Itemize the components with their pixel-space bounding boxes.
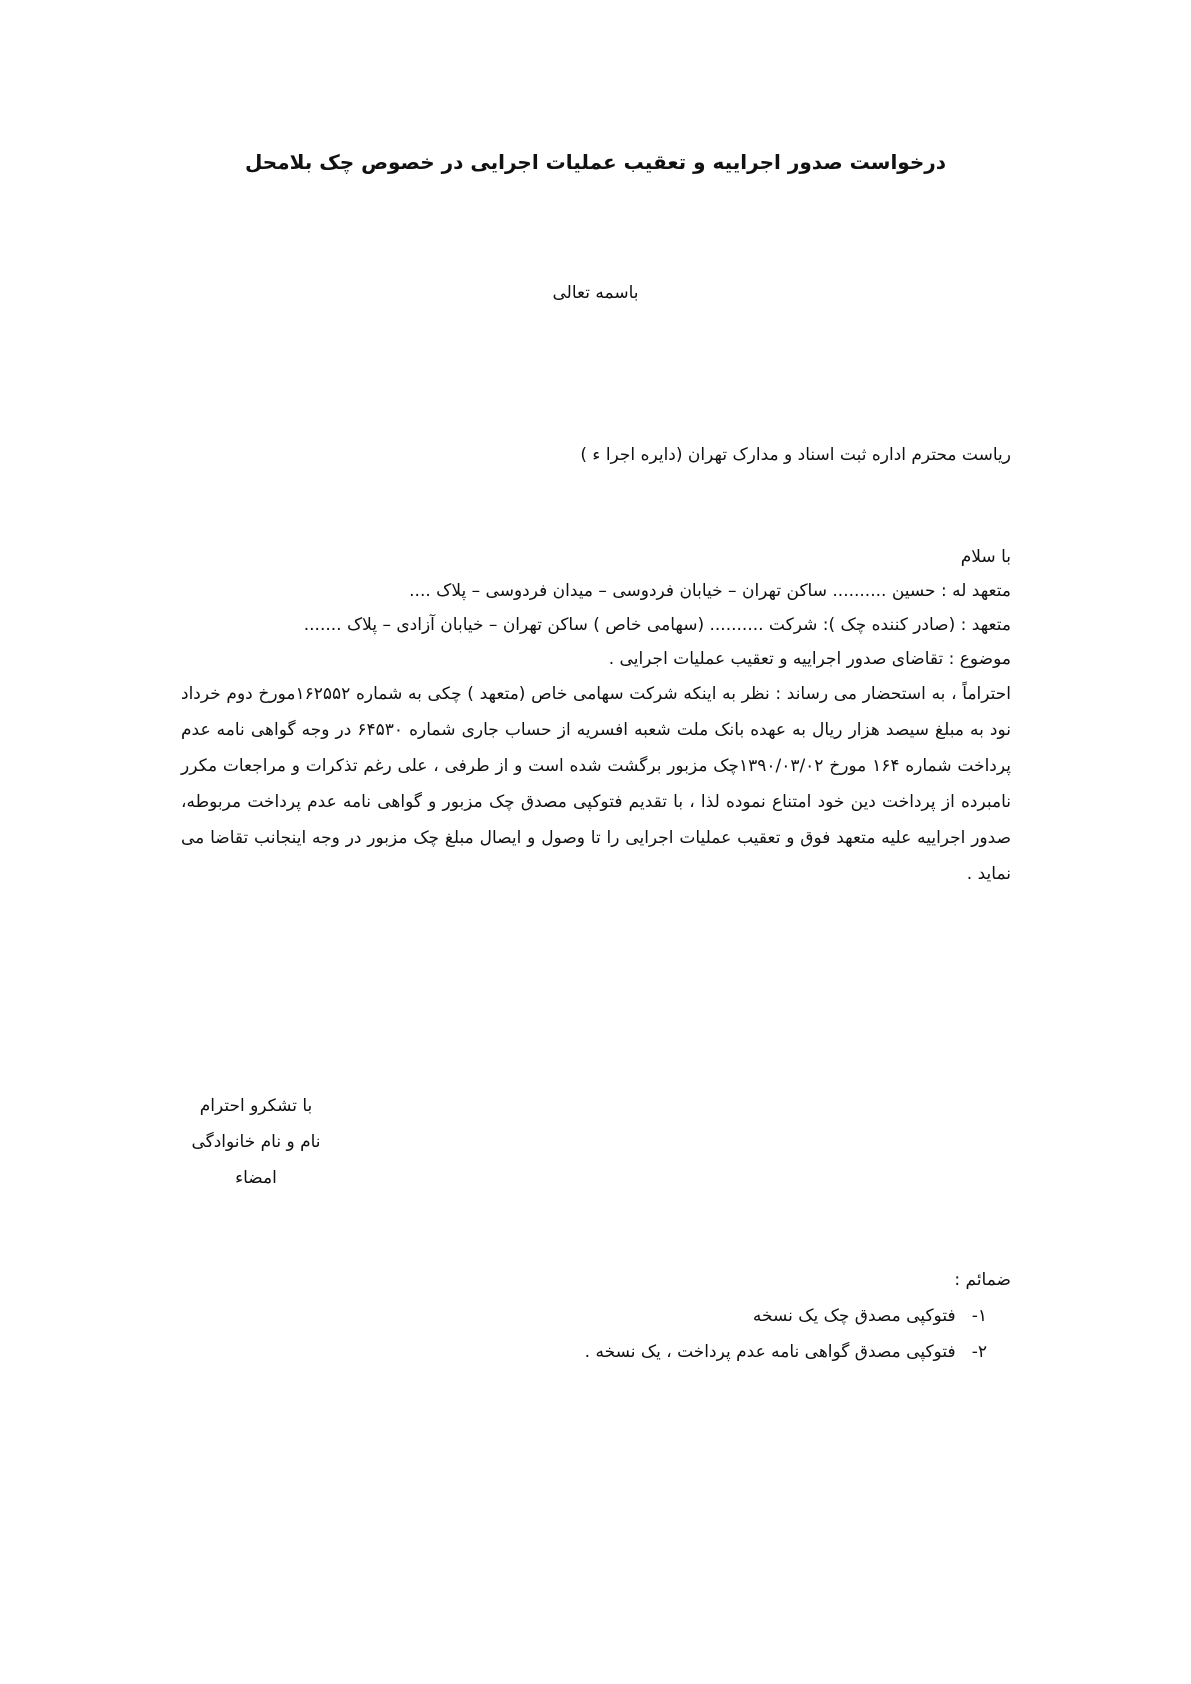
closing-signature-label: امضاء bbox=[235, 1168, 277, 1188]
attachments-heading: ضمائم : bbox=[954, 1270, 1011, 1290]
list-item bbox=[585, 1334, 987, 1370]
closing-regards: با تشکرو احترام bbox=[199, 1096, 313, 1116]
closing-block bbox=[176, 1088, 336, 1196]
bismillah-heading: باسمه تعالی bbox=[552, 283, 639, 303]
addressee-line: ریاست محترم اداره ثبت اسناد و مدارک تهران (دایره اجرا ء ) bbox=[580, 445, 1011, 465]
debtor-line: متعهد : (صادر کننده چک ): شرکت .......... (سهامی خاص ) ساکن تهران – خیابان آزادی – پلاک ....... bbox=[303, 615, 1011, 635]
document-title: درخواست صدور اجراییه و تعقیب عملیات اجرایی در خصوص چک بلامحل bbox=[244, 150, 947, 174]
attachment-text: فتوکپی مصدق گواهی نامه عدم پرداخت ، یک نسخه . bbox=[584, 1342, 956, 1362]
attachments-list bbox=[585, 1298, 1011, 1370]
creditor-line: متعهد له : حسین .......... ساکن تهران – خیابان فردوسی – میدان فردوسی – پلاک .... bbox=[409, 581, 1011, 601]
subject-line: موضوع : تقاضای صدور اجراییه و تعقیب عملیات اجرایی . bbox=[608, 649, 1011, 669]
list-item bbox=[585, 1298, 987, 1334]
attachment-text: فتوکپی مصدق چک یک نسخه bbox=[752, 1306, 956, 1326]
letter-body bbox=[181, 540, 1011, 892]
closing-name-label: نام و نام خانوادگی bbox=[191, 1132, 321, 1152]
body-paragraph: احتراماً ، به استحضار می رساند : نظر به اینکه شرکت سهامی خاص (متعهد ) چکی به شماره ۱۶۲۵۵۲مورخ دوم خرداد نود به مبلغ سیصد هزار ریال به عهده بانک ملت شعبه افسریه از حساب جاری شماره ۶۴۵۳۰ در وجه گواهی نامه عدم پرداخت شماره ۱۶۴ مورخ ۱۳۹۰/۰۳/۰۲چک مزبور برگشت شده است و از طرفی ، علی رغم تذکرات و مراجعات مکرر نامبرده از پرداخت دین خود امتناع نموده لذا ، با تقدیم فتوکپی مصدق چک مزبور و گواهی نامه عدم پرداخت مربوطه، صدور اجراییه علیه متعهد فوق و تعقیب عملیات اجرایی را تا وصول و ایصال مبلغ چک مزبور در وجه اینجانب تقاضا می نماید . bbox=[181, 684, 1012, 884]
attachment-number: ۱- bbox=[971, 1306, 987, 1326]
attachments-section bbox=[585, 1262, 1011, 1370]
greeting-line: با سلام bbox=[960, 547, 1011, 567]
attachment-number: ۲- bbox=[971, 1342, 987, 1362]
